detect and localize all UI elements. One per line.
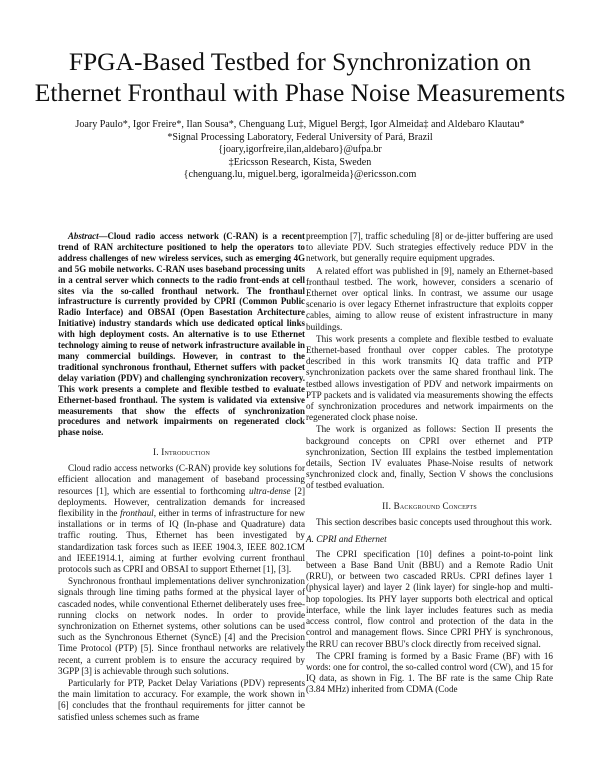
intro-p1-emphasis-2: fronthaul: [120, 508, 154, 519]
right-paragraph-1: preemption [7], traffic scheduling [8] or de-jitter buffering are used to alleviate PDV. Such strategies effectively reduce PDV in the network, but generally require equipment upgrades.: [306, 231, 553, 264]
intro-paragraph-2: Synchronous fronthaul implementations deliver synchronization signals through line timing paths formed at the physical layer of cascaded nodes, while conventional Ethernet deliberately uses free-running clocks on network nodes. In order to provide synchronization on Ethernet systems, other solutions can be used such as the Synchronous Ethernet (SyncE) [4] and the Precision Time Protocol (PTP) [5]. Since fronthaul networks are relatively recent, a current problem is to ensure the accuracy required by 3GPP [3] is achievable through such solutions.: [58, 576, 305, 676]
subsection-heading-cpri: A. CPRI and Ethernet: [306, 533, 387, 544]
right-paragraph-2: A related effort was published in [9], namely an Ethernet-based fronthaul testbed. The work, however, considers a scenario of Ethernet over optical links. In contrast, we assume our usage scenario is over legacy Ethernet infrastructure that exploits copper cables, aiming to allow reuse of existent infrastructure in many buildings.: [306, 265, 553, 332]
left-column: [58, 231, 305, 723]
intro-p1-emphasis-1: ultra-dense: [249, 485, 291, 496]
intro-paragraph-1: [58, 463, 305, 575]
cpri-paragraph-1: The CPRI specification [10] defines a point-to-point link between a Base Band Unit (BBU) and a Remote Radio Unit (RRU), or between two cascaded RRUs. CPRI defines layer 1 (physical layer) and layer 2 (link layer) for single-hop and multi-hop topologies. Its PHY layer supports both electrical and optical interface, while the link layer includes features such as media access control, flow control and protection of the data in the control and management flows. Since CPRI PHY is synchronous, the RRU can recover BBU's clock directly from received signal.: [306, 548, 553, 649]
section-heading-introduction: I. Introduction: [152, 447, 211, 458]
intro-p1-part-c: , either in terms of infrastructure for new installations or in terms of IQ (In-phase and Quadrature) data traffic routing. Thus, Ethernet has been investigated by standardization task forces such as IEEE 1904.3, IEEE 802.1CM and IEEE1914.1, aiming at further evolving current fronthaul protocols such as CPRI and OBSAI to support Ethernet [1], [3].: [58, 508, 305, 575]
email-1: {joary,igorfreire,ilan,aldebaro}@ufpa.br: [218, 144, 382, 155]
abstract: [58, 231, 305, 438]
right-paragraph-3: This work presents a complete and flexible testbed to evaluate Ethernet-based fronthaul over copper cables. The prototype described in this work transmits IQ data traffic and PTP synchronization packets over the same shared fronthaul link. The testbed allows investigation of PDV and network impairments on PTP packets and is validated via measurements showing the effects of synchronization procedures and network impairments on the regenerated clock phase noise.: [306, 333, 553, 423]
paper-title: [20, 46, 580, 108]
author-block: [20, 119, 580, 182]
cpri-paragraph-2: The CPRI framing is formed by a Basic Frame (BF) with 16 words: one for control, the so-called control word (CW), and 15 for IQ data, as shown in Fig. 1. The BF rate is the same Chip Rate (3.84 MHz) inherited from CDMA (Code: [306, 650, 553, 695]
affiliation-1: *Signal Processing Laboratory, Federal University of Pará, Brazil: [167, 131, 433, 143]
right-paragraph-4: The work is organized as follows: Section II presents the background concepts on CPRI over ethernet and PTP synchronization, Section III explains the testbed implementation details, Section IV evaluates Phase-Noise results of network synchronized clock and, finally, Section V shows the conclusions of testbed evaluation.: [306, 424, 553, 491]
right-column: [306, 231, 553, 696]
abstract-label: Abstract: [68, 231, 99, 241]
author-names: Joary Paulo*, Igor Freire*, Ilan Sousa*, Chenguang Lu‡, Miguel Berg‡, Igor Almeida‡ and Aldebaro Klautau*: [75, 119, 525, 130]
affiliation-2: ‡Ericsson Research, Kista, Sweden: [228, 156, 372, 168]
background-paragraph-1: This section describes basic concepts used throughout this work.: [316, 516, 552, 527]
intro-p1-part-a: Cloud radio access networks (C-RAN) provide key solutions for efficient allocation and management of baseband processing resources [1], which are essential to forthcoming: [58, 463, 305, 496]
title-line-1: FPGA-Based Testbed for Synchronization on: [68, 47, 532, 76]
intro-paragraph-3: Particularly for PTP, Packet Delay Variations (PDV) represents the main limitation to accuracy. For example, the work shown in [6] concludes that the fronthaul requirements for jitter cannot be satisfied unless schemes such as frame: [58, 678, 305, 722]
intro-p1-part-b: [2] deployments. However, centralization demands for increased flexibility in the: [58, 485, 305, 519]
abstract-text: —Cloud radio access network (C-RAN) is a recent trend of RAN architecture positioned to help the operators to address challenges of new wireless services, such as emerging 4G and 5G mobile networks. C-RAN uses baseband processing units in a central server which connects to the radio front-ends at cell sites via the so-called fronthaul network. The fronthaul infrastructure is currently provided by CPRI (Common Public Radio Interface) and OBSAI (Open Basestation Architecture Initiative) industry standards which use dedicated optical links with high deployment costs. An alternative is to use Ethernet technology aiming to reuse of network infrastructure available in many commercial buildings. However, in contrast to the traditional synchronous fronthaul, Ethernet suffers with packet delay variation (PDV) and challenging synchronization recovery. This work presents a complete and flexible testbed to evaluate Ethernet-based fronthaul. The system is validated via extensive measurements that show the effects of synchronization procedures and network impairments on regenerated clock phase noise.: [58, 231, 305, 438]
title-line-2: Ethernet Fronthaul with Phase Noise Measurements: [34, 78, 566, 107]
section-heading-background: II. Background Concepts: [382, 500, 477, 511]
email-2: {chenguang.lu, miguel.berg, igoralmeida}@ericsson.com: [183, 169, 417, 180]
